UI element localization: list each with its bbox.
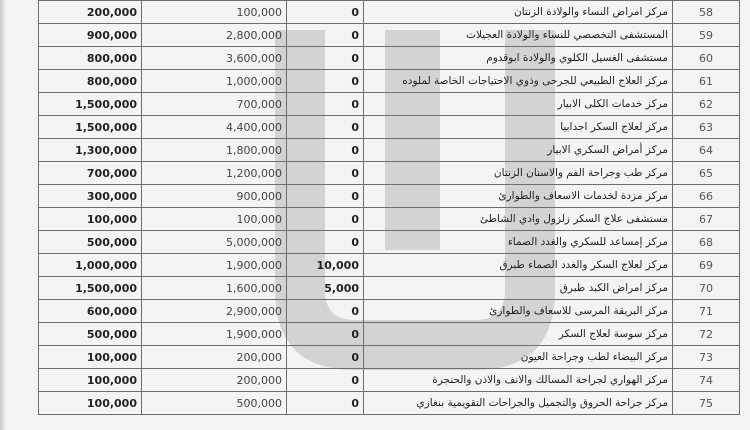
value-col-2: 100,000 xyxy=(142,208,287,231)
value-col-1: 900,000 xyxy=(39,24,142,47)
facility-name: المستشفى التخصصي للنساء والولادة العجيلات xyxy=(364,24,673,47)
table-row xyxy=(39,300,740,323)
value-col-2: 1,900,000 xyxy=(142,254,287,277)
facility-name: مركز أمراض السكري الابيار xyxy=(364,139,673,162)
value-col-3: 0 xyxy=(287,300,364,323)
table-row xyxy=(39,24,740,47)
value-col-1: 800,000 xyxy=(39,70,142,93)
value-col-2: 1,200,000 xyxy=(142,162,287,185)
table-row xyxy=(39,185,740,208)
value-col-3: 0 xyxy=(287,1,364,24)
row-number: 67 xyxy=(673,208,740,231)
row-number: 62 xyxy=(673,93,740,116)
value-col-2: 1,000,000 xyxy=(142,70,287,93)
table-row xyxy=(39,139,740,162)
table-row xyxy=(39,162,740,185)
value-col-1: 100,000 xyxy=(39,208,142,231)
table-row xyxy=(39,254,740,277)
table-row xyxy=(39,93,740,116)
row-number: 64 xyxy=(673,139,740,162)
row-number: 61 xyxy=(673,70,740,93)
facility-name: مركز امراض الكبد طبرق xyxy=(364,277,673,300)
value-col-3: 0 xyxy=(287,369,364,392)
value-col-3: 0 xyxy=(287,116,364,139)
facility-name: مركز مزدة لخدمات الاسعاف والطوارئ xyxy=(364,185,673,208)
value-col-3: 0 xyxy=(287,139,364,162)
facility-name: مركز خدمات الكلى الابيار xyxy=(364,93,673,116)
page-edge-shadow xyxy=(0,0,6,430)
value-col-1: 500,000 xyxy=(39,323,142,346)
value-col-1: 1,500,000 xyxy=(39,116,142,139)
facility-name: مركز العلاج الطبيعي للجرحى وذوي الاحتياجات الخاصة لملوده xyxy=(364,70,673,93)
value-col-2: 4,400,000 xyxy=(142,116,287,139)
value-col-1: 100,000 xyxy=(39,392,142,415)
value-col-1: 1,500,000 xyxy=(39,277,142,300)
value-col-2: 200,000 xyxy=(142,369,287,392)
value-col-2: 200,000 xyxy=(142,346,287,369)
value-col-3: 0 xyxy=(287,392,364,415)
row-number: 63 xyxy=(673,116,740,139)
value-col-1: 100,000 xyxy=(39,346,142,369)
value-col-2: 2,800,000 xyxy=(142,24,287,47)
facility-name: مركز لعلاج السكر والغدد الصماء طبرق xyxy=(364,254,673,277)
value-col-1: 600,000 xyxy=(39,300,142,323)
row-number: 74 xyxy=(673,369,740,392)
table-row xyxy=(39,277,740,300)
row-number: 71 xyxy=(673,300,740,323)
value-col-1: 1,300,000 xyxy=(39,139,142,162)
value-col-2: 3,600,000 xyxy=(142,47,287,70)
table-row xyxy=(39,369,740,392)
row-number: 65 xyxy=(673,162,740,185)
value-col-2: 700,000 xyxy=(142,93,287,116)
table-row xyxy=(39,392,740,415)
facility-name: مركز لعلاج السكر اجدابيا xyxy=(364,116,673,139)
row-number: 73 xyxy=(673,346,740,369)
table-row xyxy=(39,47,740,70)
facility-name: مركز جراحة الحروق والتجميل والجراحات التقويمية بنغازي xyxy=(364,392,673,415)
row-number: 66 xyxy=(673,185,740,208)
row-number: 68 xyxy=(673,231,740,254)
value-col-3: 0 xyxy=(287,185,364,208)
value-col-3: 0 xyxy=(287,231,364,254)
value-col-3: 0 xyxy=(287,93,364,116)
row-number: 58 xyxy=(673,1,740,24)
value-col-2: 1,900,000 xyxy=(142,323,287,346)
facility-name: مستشفى الغسيل الكلوي والولادة ابوقدوم xyxy=(364,47,673,70)
value-col-1: 300,000 xyxy=(39,185,142,208)
value-col-3: 0 xyxy=(287,208,364,231)
table-row xyxy=(39,70,740,93)
value-col-3: 0 xyxy=(287,47,364,70)
table-row xyxy=(39,231,740,254)
value-col-3: 5,000 xyxy=(287,277,364,300)
value-col-3: 0 xyxy=(287,346,364,369)
table-row xyxy=(39,116,740,139)
value-col-3: 10,000 xyxy=(287,254,364,277)
row-number: 69 xyxy=(673,254,740,277)
value-col-2: 1,600,000 xyxy=(142,277,287,300)
row-number: 59 xyxy=(673,24,740,47)
facility-name: مركز البريقة المرسى للاسعاف والطوارئ xyxy=(364,300,673,323)
value-col-2: 2,900,000 xyxy=(142,300,287,323)
row-number: 70 xyxy=(673,277,740,300)
value-col-3: 0 xyxy=(287,323,364,346)
value-col-1: 200,000 xyxy=(39,1,142,24)
facility-name: مركز سوسة لعلاج السكر xyxy=(364,323,673,346)
value-col-3: 0 xyxy=(287,70,364,93)
value-col-3: 0 xyxy=(287,24,364,47)
value-col-1: 1,500,000 xyxy=(39,93,142,116)
value-col-1: 800,000 xyxy=(39,47,142,70)
facility-name: مستشفى علاج السكر زلزول وادي الشاطئ xyxy=(364,208,673,231)
facility-name: مركز البيضاء لطب وجراحة العيون xyxy=(364,346,673,369)
value-col-2: 900,000 xyxy=(142,185,287,208)
value-col-2: 500,000 xyxy=(142,392,287,415)
facility-name: مركز طب وجراحة الفم والاسنان الزنتان xyxy=(364,162,673,185)
table-row xyxy=(39,208,740,231)
value-col-2: 5,000,000 xyxy=(142,231,287,254)
value-col-1: 700,000 xyxy=(39,162,142,185)
budget-table xyxy=(38,0,740,415)
value-col-2: 100,000 xyxy=(142,1,287,24)
value-col-1: 500,000 xyxy=(39,231,142,254)
value-col-1: 1,000,000 xyxy=(39,254,142,277)
value-col-1: 100,000 xyxy=(39,369,142,392)
row-number: 60 xyxy=(673,47,740,70)
facility-name: مركز امراض النساء والولادة الزنتان xyxy=(364,1,673,24)
row-number: 72 xyxy=(673,323,740,346)
table-row xyxy=(39,1,740,24)
table-row xyxy=(39,323,740,346)
facility-name: مركز الهواري لجراحة المسالك والانف والاذن والحنجرة xyxy=(364,369,673,392)
facility-name: مركز إمساعد للسكري والغدد الصماء xyxy=(364,231,673,254)
table-row xyxy=(39,346,740,369)
value-col-3: 0 xyxy=(287,162,364,185)
value-col-2: 1,800,000 xyxy=(142,139,287,162)
row-number: 75 xyxy=(673,392,740,415)
